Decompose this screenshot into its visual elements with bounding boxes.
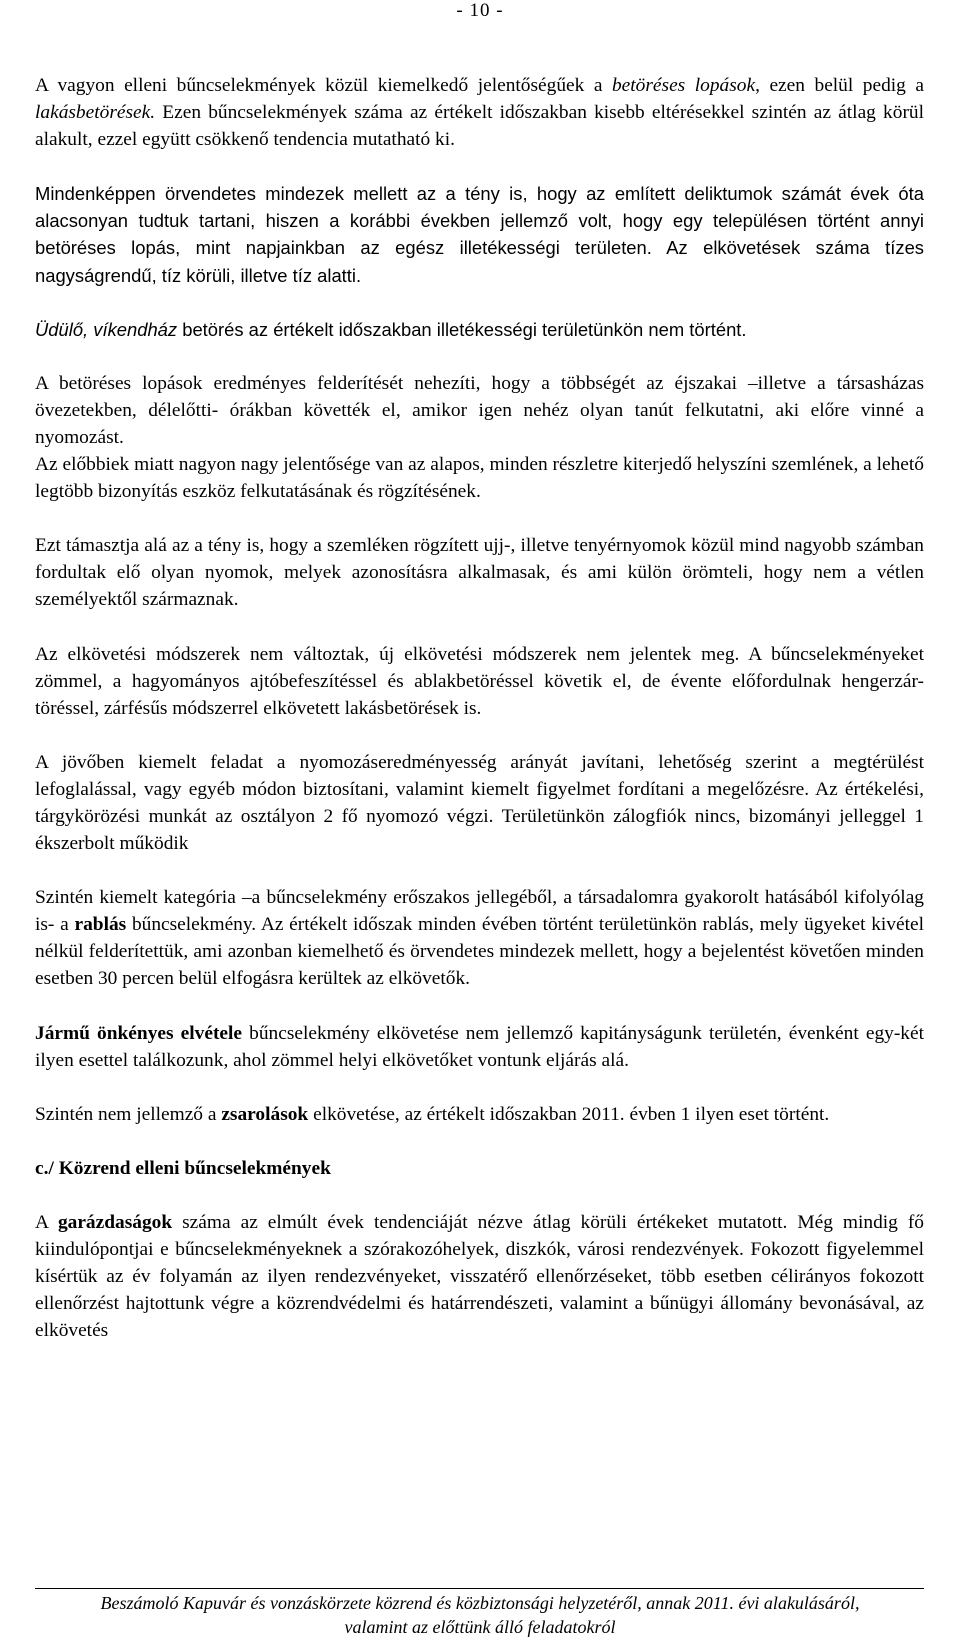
text-run: Szintén kiemelt kategória –a bűncselekmény erőszakos jellegéből, a társadalomra gyakorolt hatásából kifolyólag is- a: [35, 887, 924, 936]
italic-term: Üdülő, víkendház: [35, 318, 178, 340]
italic-term: betöréses lopások: [611, 75, 756, 96]
paragraph-future-tasks: A jövőben kiemelt feladat a nyomozáseredményesség arányát javítani, lehetőség szerint a megtérülést lefoglalással, vagy egyéb módon biztosítani, valamint kiemelt figyelmet fordítani a megelőzésre. Az értékelési, tárgykörözési munkát az osztályon 2 fő nyomozó végzi. Területünkön zálogfiók nincs, bizományi jelleggel 1 ékszerbolt működik: [35, 751, 924, 855]
document-body: [35, 72, 924, 1344]
paragraph-methods: Az elkövetési módszerek nem változtak, új elkövetési módszerek nem jelentek meg. A bűncselekményeket zömmel, a hagyományos ajtóbefeszítéssel és ablakbetöréssel követik el, de évente előfordulnak hengerzár-töréssel, zárfésűs módszerrel elkövetett lakásbetörések is.: [35, 643, 924, 719]
footer-line: Beszámoló Kapuvár és vonzáskörzete közrend és közbiztonsági helyzetéről, annak 2011. évi alakulásáról,: [100, 1593, 860, 1613]
footer-line: valamint az előttünk álló feladatokról: [344, 1617, 616, 1637]
bold-term: rablás: [74, 914, 127, 936]
paragraph-detection-difficulty: A betöréses lopások eredményes felderítését nehezíti, hogy a többségét az éjszakai –illetve a társasházas övezetekben, délelőtti- órákban követték el, amikor igen nehéz olyan tanút felkutatni, aki előre vinné a nyomozást.: [35, 372, 924, 448]
text-run: , ezen belül pedig a: [755, 75, 925, 96]
paragraph-vehicle-taking: [35, 1020, 924, 1074]
paragraph-holiday-homes: [35, 316, 924, 343]
text-run: bűncselekmény elkövetése nem jellemző kapitányságunk területén, évenként egy-két ilyen esettel találkozunk, ahol zömmel helyi elkövetőket vontunk eljárás alá.: [35, 1022, 924, 1071]
paragraph-disorderly-conduct: [35, 1209, 924, 1344]
text-run: Ezen bűncselekmények száma az értékelt időszakban kisebb eltérésekkel szintén az átlag körül alakult, ezzel együtt csökkenő tendencia mutatható ki.: [35, 102, 924, 151]
paragraph-fingerprints: Ezt támasztja alá az a tény is, hogy a szemléken rögzített ujj-, illetve tenyérnyomok közül mind nagyobb számban fordultak elő olyan nyomok, melyek azonosításra alkalmasak, és ami külön örömteli, hogy nem a vétlen személyektől származnak.: [35, 535, 924, 611]
bold-term: zsarolások: [221, 1103, 309, 1125]
paragraph-burglary-intro: [35, 72, 924, 153]
text-run: bűncselekmény. Az értékelt időszak minden évében történt területünkön rablás, mely ügyeket kivétel nélkül felderítettük, ami azonban kiemelhető és örvendetes mindezek mellett, hogy a bejelentést követően minden esetben 30 percen belül elfogásra kerültek az elkövetők.: [35, 914, 924, 990]
paragraph-site-inspection: Az előbbiek miatt nagyon nagy jelentősége van az alapos, minden részletre kiterjedő helyszíni szemlének, a lehető legtöbb bizonyítás eszköz felkutatásának és rögzítésének.: [35, 454, 924, 503]
text-run: Szintén nem jellemző a: [35, 1103, 222, 1125]
italic-term: lakásbetörések.: [35, 102, 156, 124]
page-footer: [0, 1591, 960, 1639]
section-heading: [35, 1155, 924, 1182]
footer-divider: [35, 1588, 924, 1589]
bold-term: Jármű önkényes elvétele: [35, 1022, 243, 1044]
text-run: A: [35, 1211, 58, 1233]
paragraph-low-numbers: Mindenképpen örvendetes mindezek mellett az a tény is, hogy az említett deliktumok számát évek óta alacsonyan tudtuk tartani, hiszen a korábbi években jellemző volt, hogy egy településen történt annyi betöréses lopás, mint napjainkban az egész illetékességi területen. Az elkövetések száma tízes nagyságrendű, tíz körüli, illetve tíz alatti.: [35, 183, 924, 286]
section-heading-text: c./ Közrend elleni bűncselekmények: [35, 1157, 331, 1179]
bold-term: garázdaságok: [57, 1211, 173, 1233]
paragraph-extortion: [35, 1101, 924, 1128]
text-run: A vagyon elleni bűncselekmények közül kiemelkedő jelentőségűek a: [35, 75, 612, 96]
text-run: betörés az értékelt időszakban illetékességi területünkön nem történt.: [177, 318, 747, 340]
text-run: száma az elmúlt évek tendenciáját nézve átlag körüli értékeket mutatott. Még mindig fő kiindulópontjai e bűncselekményeknek a szórakozóhelyek, diszkók, városi rendezvények. Fokozott figyelemmel kísértük az év folyamán az ilyen rendezvényeket, visszatérő ellenőrzéseket, több esetben célirányos fokozott ellenőrzést hajtottunk végre a közrendvédelmi és határrendészeti, valamint a bűnügyi állomány bevonásával, az elkövetés: [35, 1211, 925, 1342]
paragraph-robbery: [35, 884, 924, 992]
page-number: - 10 -: [456, 0, 504, 21]
text-run: elkövetése, az értékelt időszakban 2011. évben 1 ilyen eset történt.: [308, 1103, 830, 1125]
